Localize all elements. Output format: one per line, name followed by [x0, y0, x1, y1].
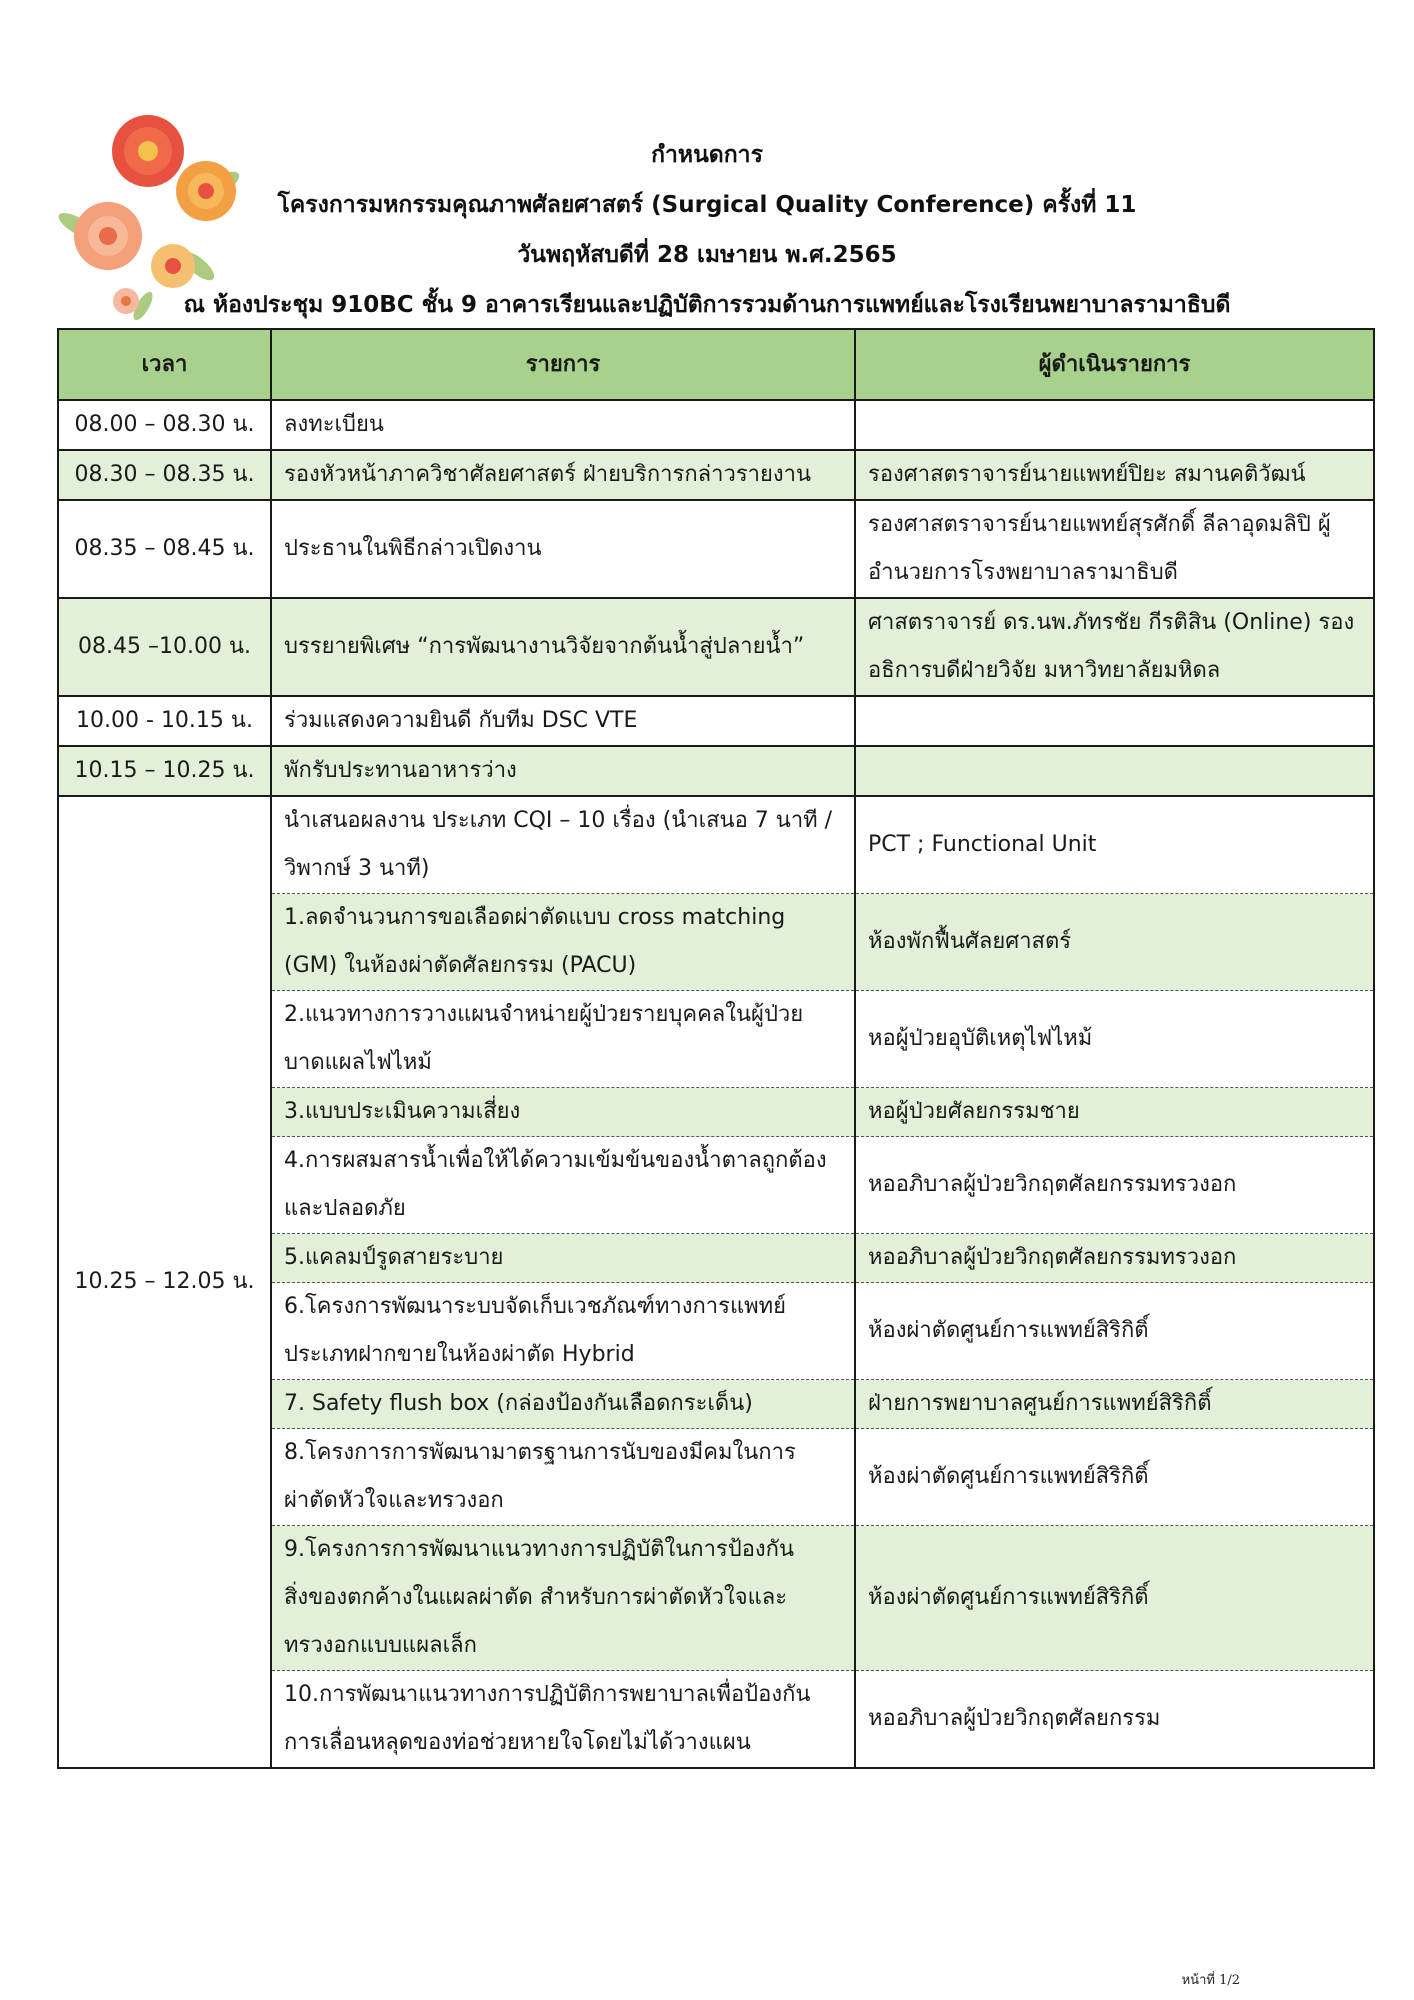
cqi-item-by: หออภิบาลผู้ป่วยวิกฤตศัลยกรรมทรวงอก	[855, 1137, 1374, 1234]
cqi-item-by: ห้องผ่าตัดศูนย์การแพทย์สิริกิติ์	[855, 1283, 1374, 1380]
cqi-item-by: ห้องผ่าตัดศูนย์การแพทย์สิริกิติ์	[855, 1429, 1374, 1526]
row-by: รองศาสตราจารย์นายแพทย์สุรศักดิ์ ลีลาอุดมลิปิ ผู้อำนวยการโรงพยาบาลรามาธิบดี	[855, 500, 1374, 598]
cqi-item-by: หอผู้ป่วยอุบัติเหตุไฟไหม้	[855, 991, 1374, 1088]
row-time: 08.00 – 08.30 น.	[58, 400, 271, 450]
row-time: 08.45 –10.00 น.	[58, 598, 271, 696]
col-header-time: เวลา	[58, 329, 271, 400]
doc-title: กำหนดการ	[651, 142, 763, 168]
row-time: 10.15 – 10.25 น.	[58, 746, 271, 796]
cqi-intro-by: PCT ; Functional Unit	[855, 796, 1374, 894]
page-number: หน้าที่ 1/2	[1181, 1973, 1240, 1988]
agenda-table	[57, 328, 1375, 1769]
cqi-item-by: ห้องพักฟื้นศัลยศาสตร์	[855, 894, 1374, 991]
cqi-intro: นำเสนอผลงาน ประเภท CQI – 10 เรื่อง (นำเสนอ 7 นาที / วิพากษ์ 3 นาที)	[271, 796, 855, 894]
cqi-item: 5.แคลมป์รูดสายระบาย	[271, 1234, 855, 1283]
cqi-item: 10.การพัฒนาแนวทางการปฏิบัติการพยาบาลเพื่อป้องกันการเลื่อนหลุดของท่อช่วยหายใจโดยไม่ได้วางแผน	[271, 1671, 855, 1769]
row-item: ร่วมแสดงความยินดี กับทีม DSC VTE	[271, 696, 855, 746]
cqi-item-by: หออภิบาลผู้ป่วยวิกฤตศัลยกรรมทรวงอก	[855, 1234, 1374, 1283]
row-item: รองหัวหน้าภาควิชาศัลยศาสตร์ ฝ่ายบริการกล่าวรายงาน	[271, 450, 855, 500]
table-header-row	[58, 329, 1374, 400]
project-title: โครงการมหกรรมคุณภาพศัลยศาสตร์ (Surgical Quality Conference) ครั้งที่ 11	[277, 192, 1137, 218]
cqi-intro-row	[58, 796, 1374, 894]
row-item: พักรับประทานอาหารว่าง	[271, 746, 855, 796]
row-by	[855, 696, 1374, 746]
table-row	[58, 450, 1374, 500]
cqi-item: 8.โครงการการพัฒนามาตรฐานการนับของมีคมในการผ่าตัดหัวใจและทรวงอก	[271, 1429, 855, 1526]
cqi-item: 9.โครงการการพัฒนาแนวทางการปฏิบัติในการป้องกันสิ่งของตกค้างในแผลผ่าตัด สำหรับการผ่าตัดหัวใจและทรวงอกแบบแผลเล็ก	[271, 1526, 855, 1671]
row-by: ศาสตราจารย์ ดร.นพ.ภัทรชัย กีรติสิน (Online) รองอธิการบดีฝ่ายวิจัย มหาวิทยาลัยมหิดล	[855, 598, 1374, 696]
row-by	[855, 746, 1374, 796]
table-row	[58, 696, 1374, 746]
cqi-item-by: หอผู้ป่วยศัลยกรรมชาย	[855, 1088, 1374, 1137]
row-item: บรรยายพิเศษ “การพัฒนางานวิจัยจากต้นน้ำสู่ปลายน้ำ”	[271, 598, 855, 696]
cqi-time: 10.25 – 12.05 น.	[58, 796, 271, 1768]
table-row	[58, 500, 1374, 598]
col-header-item: รายการ	[271, 329, 855, 400]
event-venue: ณ ห้องประชุม 910BC ชั้น 9 อาคารเรียนและปฏิบัติการรวมด้านการแพทย์และโรงเรียนพยาบาลรามาธิบดี	[183, 292, 1231, 318]
row-item: ลงทะเบียน	[271, 400, 855, 450]
col-header-by: ผู้ดำเนินรายการ	[855, 329, 1374, 400]
cqi-item-by: ห้องผ่าตัดศูนย์การแพทย์สิริกิติ์	[855, 1526, 1374, 1671]
row-by: รองศาสตราจารย์นายแพทย์ปิยะ สมานคติวัฒน์	[855, 450, 1374, 500]
row-item: ประธานในพิธีกล่าวเปิดงาน	[271, 500, 855, 598]
row-time: 10.00 - 10.15 น.	[58, 696, 271, 746]
table-row	[58, 400, 1374, 450]
cqi-item: 6.โครงการพัฒนาระบบจัดเก็บเวชภัณฑ์ทางการแพทย์ประเภทฝากขายในห้องผ่าตัด Hybrid	[271, 1283, 855, 1380]
cqi-item: 1.ลดจำนวนการขอเลือดผ่าตัดแบบ cross matching (GM) ในห้องผ่าตัดศัลยกรรม (PACU)	[271, 894, 855, 991]
cqi-item: 7. Safety flush box (กล่องป้องกันเลือดกระเด็น)	[271, 1380, 855, 1429]
cqi-item: 4.การผสมสารน้ำเพื่อให้ได้ความเข้มข้นของน้ำตาลถูกต้องและปลอดภัย	[271, 1137, 855, 1234]
row-time: 08.30 – 08.35 น.	[58, 450, 271, 500]
cqi-item-by: ฝ่ายการพยาบาลศูนย์การแพทย์สิริกิติ์	[855, 1380, 1374, 1429]
cqi-item: 2.แนวทางการวางแผนจำหน่ายผู้ป่วยรายบุคคลในผู้ป่วยบาดแผลไฟไหม้	[271, 991, 855, 1088]
document-header	[0, 130, 1414, 330]
event-date: วันพฤหัสบดีที่ 28 เมษายน พ.ศ.2565	[517, 242, 897, 268]
cqi-item-by: หออภิบาลผู้ป่วยวิกฤตศัลยกรรม	[855, 1671, 1374, 1769]
row-by	[855, 400, 1374, 450]
table-row	[58, 746, 1374, 796]
row-time: 08.35 – 08.45 น.	[58, 500, 271, 598]
cqi-item: 3.แบบประเมินความเสี่ยง	[271, 1088, 855, 1137]
table-row	[58, 598, 1374, 696]
